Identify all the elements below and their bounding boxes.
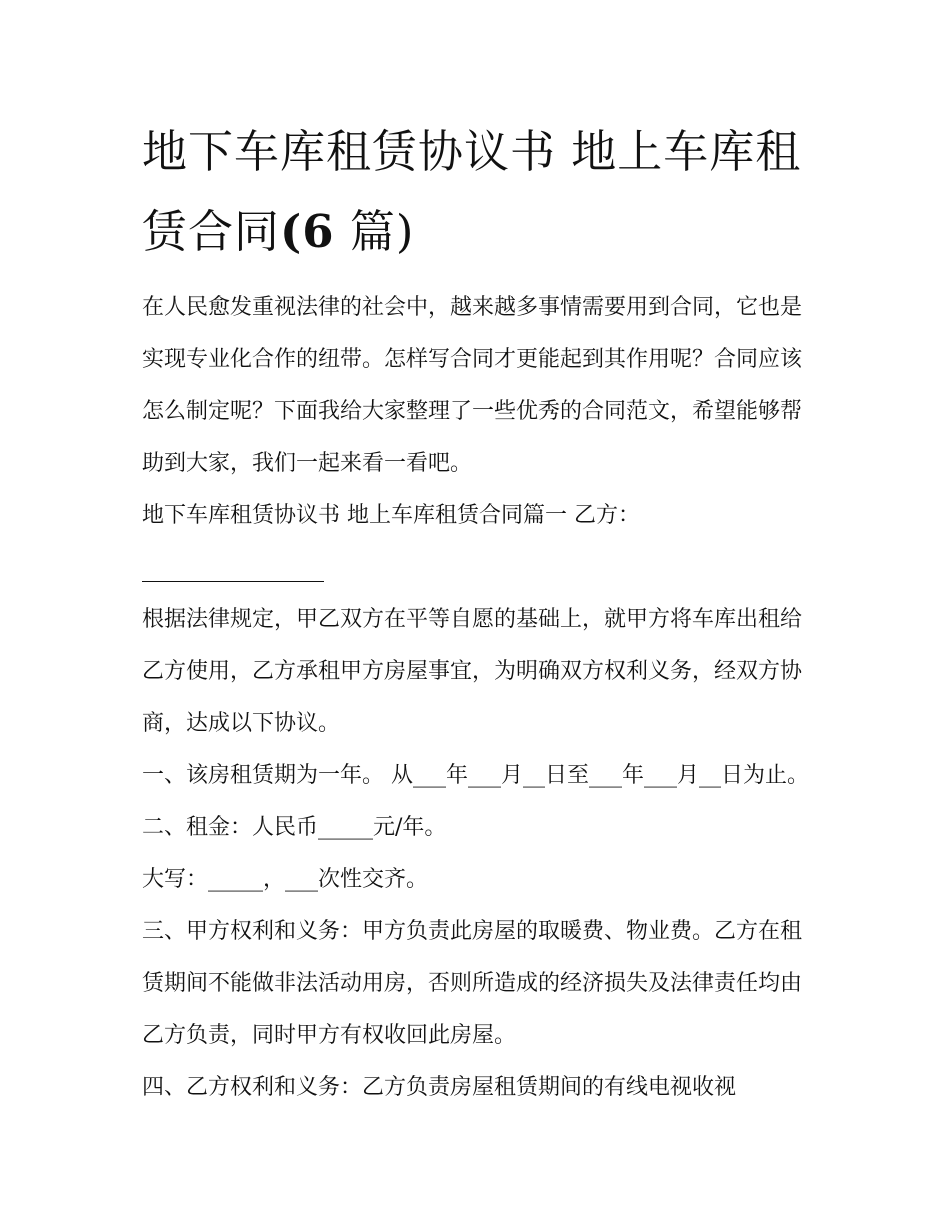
party-a-duties-paragraph: 三、甲方权利和义务：甲方负责此房屋的取暖费、物业费。乙方在租赁期间不能做非法活动用房，否则所造成的经济损失及法律责任均由乙方负责，同时甲方有权收回此房屋。 <box>142 919 803 1048</box>
party-b-duties-paragraph: 四、乙方权利和义务：乙方负责房屋租赁期间的有线电视收视 <box>142 1075 737 1100</box>
document-content <box>142 112 822 1114</box>
document-body <box>142 282 822 1114</box>
section-heading: 地下车库租赁协议书 地上车库租赁合同篇一 乙方： <box>142 503 640 528</box>
document-title <box>142 112 822 272</box>
title-count: (6 <box>280 205 335 258</box>
blank-rule <box>142 581 324 582</box>
title-suffix: 篇) <box>334 205 415 258</box>
term-and-rent-paragraph: 一、该房租赁期为一年。 从___年___月__日至___年___月__日为止。 二、租金：人民币_____元/年。 <box>142 763 809 840</box>
intro-paragraph: 在人民愈发重视法律的社会中，越来越多事情需要用到合同，它也是实现专业化合作的纽带。怎样写合同才更能起到其作用呢？合同应该怎么制定呢？下面我给大家整理了一些优秀的合同范文，希望能够帮助到大家，我们一起来看一看吧。 <box>142 295 803 476</box>
rent-capital-paragraph: 大写：_____，___次性交齐。 <box>142 867 429 892</box>
title-text-main: 地下车库租赁协议书 地上车库租赁合同 <box>142 125 802 258</box>
signature-blank-line <box>142 542 324 594</box>
agreement-paragraph: 根据法律规定，甲乙双方在平等自愿的基础上，就甲方将车库出租给乙方使用，乙方承租甲方房屋事宜，为明确双方权利义务，经双方协商，达成以下协议。 <box>142 607 803 736</box>
